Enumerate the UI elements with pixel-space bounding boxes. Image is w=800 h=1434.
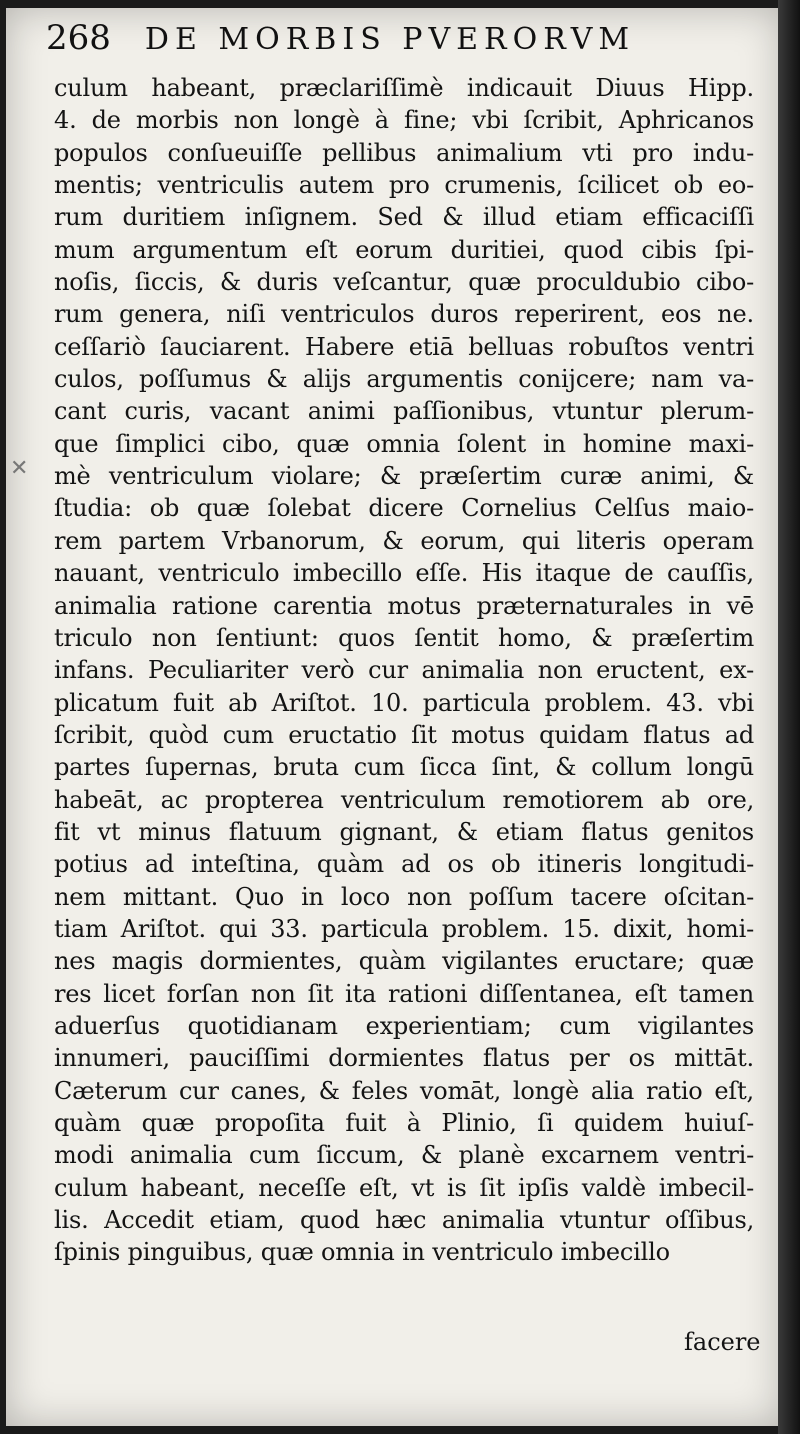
text-line: animalia ratione carentia motus præternaturales in vē xyxy=(54,591,754,620)
text-line: nem mittant. Quo in loco non poſſum tacere oſcitan- xyxy=(54,882,754,911)
text-line: culum habeant, præclariſſimè indicauit Diuus Hipp. xyxy=(54,74,754,102)
text-line: 4. de morbis non longè à fine; vbi ſcribit, Aphricanos xyxy=(54,106,754,135)
text-line: aduerſus quotidianam experientiam; cum vigilantes xyxy=(54,1011,754,1040)
catchword: facere xyxy=(684,1328,761,1356)
margin-x-mark-icon: ✕ xyxy=(10,456,29,481)
text-line: culos, poſſumus & alijs argumentis conijcere; nam va- xyxy=(54,365,754,394)
text-line: modi animalia cum ſiccum, & planè excarnem ventri- xyxy=(54,1141,754,1170)
text-line: quàm quæ propoſita fuit à Plinio, ſi quidem huiuſ- xyxy=(54,1109,754,1137)
text-line: nauant, ventriculo imbecillo eſſe. His itaque de cauſſis, xyxy=(54,559,754,588)
text-line: fit vt minus flatuum gignant, & etiam flatus genitos xyxy=(54,817,754,846)
text-line: plicatum fuit ab Ariſtot. 10. particula problem. 43. vbi xyxy=(54,688,754,717)
text-line: ceſſariò ſauciarent. Habere etiā belluas robuſtos ventri xyxy=(54,332,754,361)
text-line: lis. Accedit etiam, quod hæc animalia vtuntur oſſibus, xyxy=(54,1206,754,1235)
text-line: ſcribit, quòd cum eructatio ſit motus quidam flatus ad xyxy=(54,720,754,749)
text-line: tiam Ariſtot. qui 33. particula problem. 15. dixit, homi- xyxy=(54,914,754,943)
text-line: rum genera, niſi ventriculos duros reperirent, eos ne. xyxy=(54,300,754,329)
text-line: que ſimplici cibo, quæ omnia ſolent in homine maxi- xyxy=(54,429,754,458)
body-text xyxy=(54,72,754,1269)
text-line: populos conſueuiſſe pellibus animalium vti pro indu- xyxy=(54,138,754,167)
text-line: noſis, ſiccis, & duris veſcantur, quæ proculdubio cibo- xyxy=(54,268,754,297)
running-head xyxy=(46,18,635,70)
text-line: triculo non ſentiunt: quos ſentit homo, & præſertim xyxy=(54,623,754,652)
text-line: rem partem Vrbanorum, & eorum, qui literis operam xyxy=(54,526,754,555)
text-line: rum duritiem inſignem. Sed & illud etiam efficaciſſi xyxy=(54,203,754,232)
text-line: habeāt, ac propterea ventriculum remotiorem ab ore, xyxy=(54,785,754,814)
text-line: potius ad inteſtina, quàm ad os ob itineris longitudi- xyxy=(54,850,754,879)
text-line: cant curis, vacant animi paſſionibus, vtuntur plerum- xyxy=(54,397,754,426)
text-line: Cæterum cur canes, & feles vomāt, longè alia ratio eſt, xyxy=(54,1076,754,1105)
text-line: mentis; ventriculis autem pro crumenis, ſcilicet ob eo- xyxy=(54,171,754,200)
text-line: mè ventriculum violare; & præſertim curæ animi, & xyxy=(54,462,754,491)
text-line: mum argumentum eſt eorum duritiei, quod cibis ſpi- xyxy=(54,235,754,264)
text-line: ſtudia: ob quæ ſolebat dicere Cornelius Celſus maio- xyxy=(54,494,754,523)
text-line: nes magis dormientes, quàm vigilantes eructare; quæ xyxy=(54,947,754,976)
text-line: partes ſupernas, bruta cum ſicca ſint, & collum longū xyxy=(54,753,754,782)
text-line: ſpinis pinguibus, quæ omnia in ventriculo imbecillo xyxy=(54,1238,670,1267)
text-line: innumeri, pauciſſimi dormientes flatus per os mittāt. xyxy=(54,1044,754,1073)
running-title: DE MORBIS PVERORVM xyxy=(144,22,636,57)
text-line: infans. Peculiariter verò cur animalia non eructent, ex- xyxy=(54,656,754,685)
page-edge-shadow xyxy=(778,0,800,1434)
text-line: res licet forſan non ſit ita rationi diſſentanea, eſt tamen xyxy=(54,979,754,1008)
page-number: 268 xyxy=(46,18,111,58)
text-line: culum habeant, neceſſe eſt, vt is ſit ipſis valdè imbecil- xyxy=(54,1173,754,1202)
